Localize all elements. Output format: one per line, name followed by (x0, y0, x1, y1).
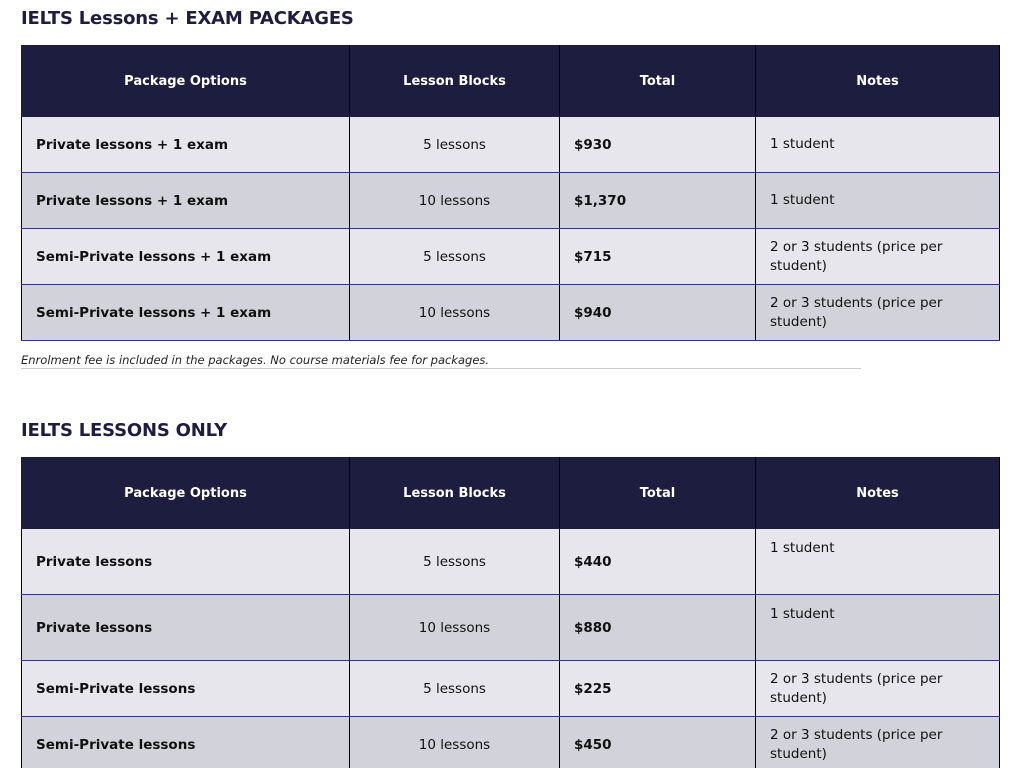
package-option-cell: Semi-Private lessons + 1 exam (22, 285, 350, 341)
total-price-cell: $940 (560, 285, 756, 341)
total-price-cell: $225 (560, 661, 756, 717)
lesson-blocks-cell: 10 lessons (350, 285, 560, 341)
lesson-blocks-cell: 10 lessons (350, 173, 560, 229)
total-price-cell: $450 (560, 717, 756, 768)
lesson-blocks-cell: 5 lessons (350, 529, 560, 595)
notes-cell: 2 or 3 students (price per student) (756, 661, 1000, 717)
table-row (22, 717, 1000, 768)
table-row (22, 173, 1000, 229)
header-notes: Notes (756, 458, 1000, 529)
exam-packages-title: IELTS Lessons + EXAM PACKAGES (21, 8, 354, 29)
notes-cell: 1 student (756, 595, 1000, 661)
table-header-row (22, 458, 1000, 529)
packages-footnote: Enrolment fee is included in the packages. No course materials fee for packages. (21, 353, 861, 369)
total-price-cell: $930 (560, 117, 756, 173)
package-option-cell: Private lessons + 1 exam (22, 173, 350, 229)
total-price-cell: $1,370 (560, 173, 756, 229)
notes-cell: 1 student (756, 173, 1000, 229)
package-option-cell: Semi-Private lessons (22, 661, 350, 717)
table-row (22, 661, 1000, 717)
package-option-cell: Private lessons (22, 595, 350, 661)
header-package-options: Package Options (22, 46, 350, 117)
header-notes: Notes (756, 46, 1000, 117)
table-row (22, 117, 1000, 173)
lesson-blocks-cell: 5 lessons (350, 117, 560, 173)
package-option-cell: Semi-Private lessons + 1 exam (22, 229, 350, 285)
total-price-cell: $880 (560, 595, 756, 661)
exam-packages-table (21, 45, 1000, 341)
table-header-row (22, 46, 1000, 117)
total-price-cell: $440 (560, 529, 756, 595)
notes-cell: 1 student (756, 529, 1000, 595)
package-option-cell: Semi-Private lessons (22, 717, 350, 768)
header-total: Total (560, 458, 756, 529)
header-package-options: Package Options (22, 458, 350, 529)
lesson-blocks-cell: 10 lessons (350, 717, 560, 768)
table-row (22, 285, 1000, 341)
package-option-cell: Private lessons (22, 529, 350, 595)
notes-cell: 2 or 3 students (price per student) (756, 229, 1000, 285)
table-row (22, 229, 1000, 285)
lesson-blocks-cell: 5 lessons (350, 229, 560, 285)
lessons-only-title: IELTS LESSONS ONLY (21, 420, 227, 441)
lessons-only-table (21, 457, 1000, 768)
lesson-blocks-cell: 5 lessons (350, 661, 560, 717)
lesson-blocks-cell: 10 lessons (350, 595, 560, 661)
package-option-cell: Private lessons + 1 exam (22, 117, 350, 173)
notes-cell: 1 student (756, 117, 1000, 173)
header-lesson-blocks: Lesson Blocks (350, 458, 560, 529)
notes-cell: 2 or 3 students (price per student) (756, 285, 1000, 341)
table-row (22, 595, 1000, 661)
table-row (22, 529, 1000, 595)
total-price-cell: $715 (560, 229, 756, 285)
header-lesson-blocks: Lesson Blocks (350, 46, 560, 117)
notes-cell: 2 or 3 students (price per student) (756, 717, 1000, 768)
header-total: Total (560, 46, 756, 117)
